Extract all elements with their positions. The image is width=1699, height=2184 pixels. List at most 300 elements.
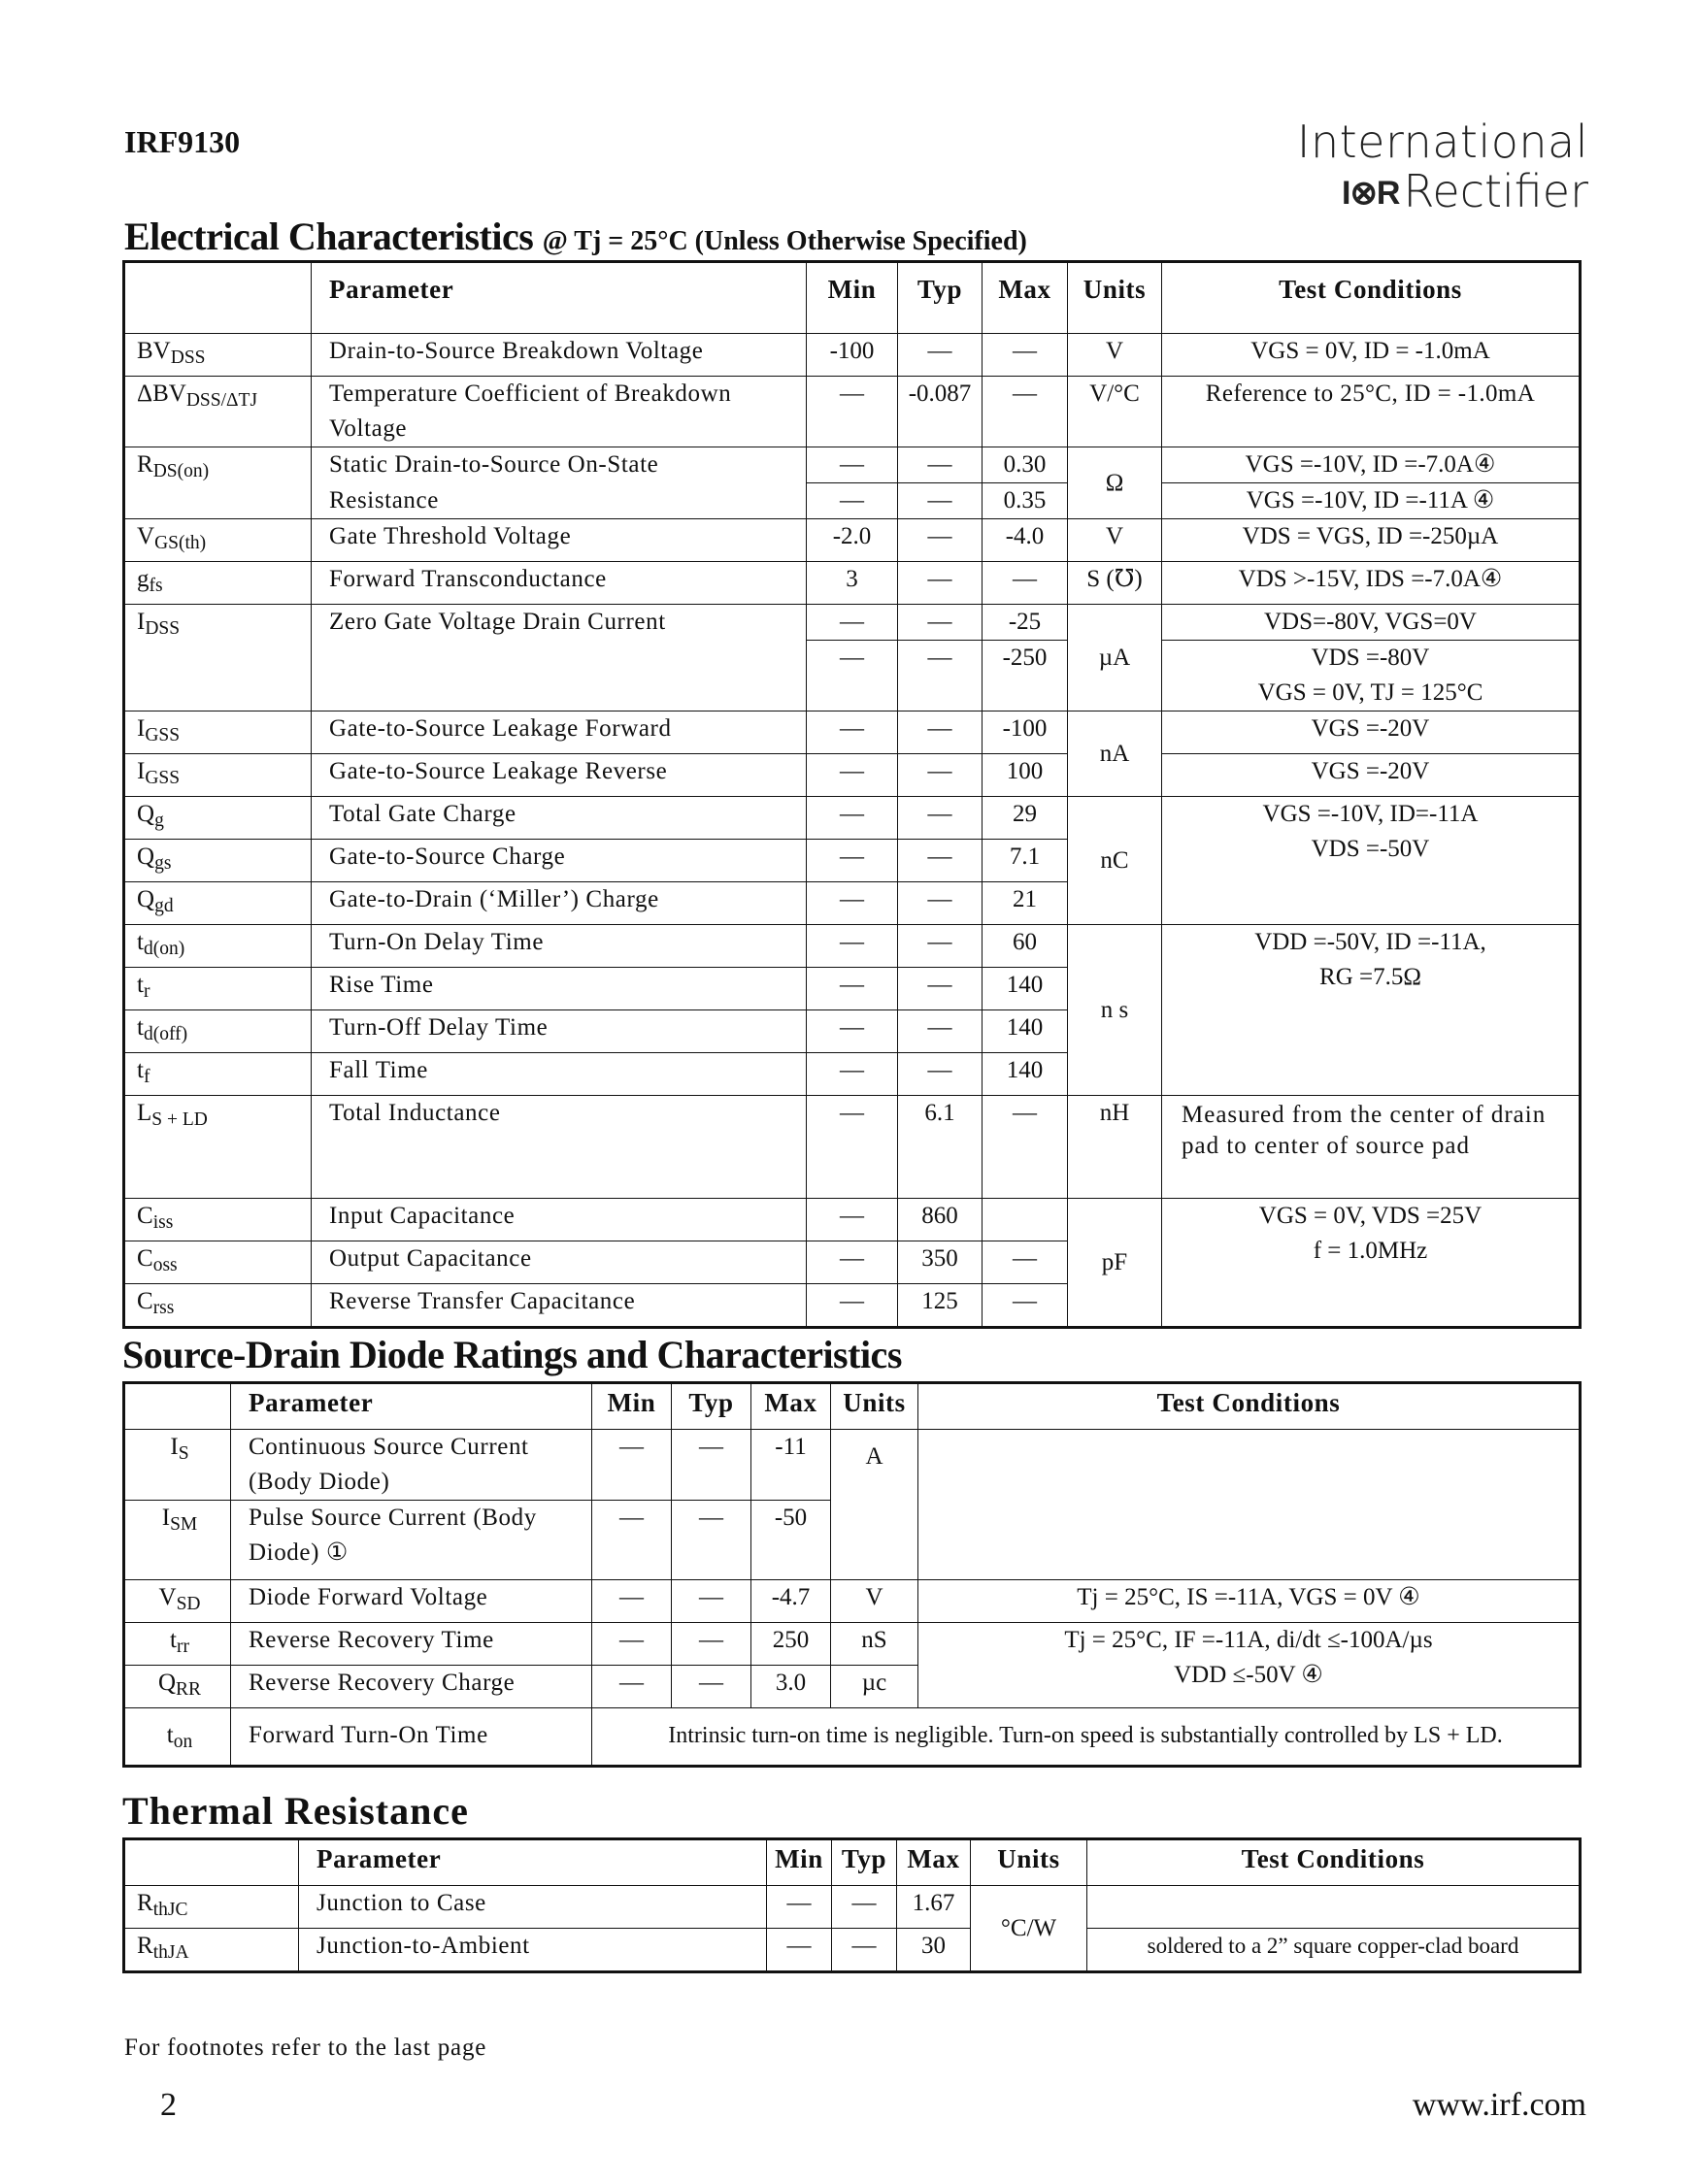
- typ-value-cell: —: [898, 605, 983, 641]
- max-value-cell: -4.7: [751, 1580, 831, 1623]
- table-row: [124, 1430, 1581, 1501]
- symbol-subscript: GSS: [145, 768, 181, 788]
- symbol-cell: [124, 334, 312, 377]
- parameter-cell: Rise Time: [312, 968, 807, 1010]
- diode-title: Source-Drain Diode Ratings and Characteristics: [122, 1333, 902, 1376]
- max-value-cell: 21: [983, 882, 1068, 925]
- typ-value-cell: —: [832, 1929, 897, 1972]
- symbol-subscript: thJA: [152, 1942, 189, 1963]
- table-row: [124, 711, 1581, 754]
- units-cell: S (℧): [1068, 562, 1162, 605]
- typ-value-cell: —: [672, 1580, 751, 1623]
- col-header-parameter: Parameter: [231, 1383, 592, 1430]
- symbol-cell: [124, 562, 312, 605]
- units-cell: V: [1068, 334, 1162, 377]
- table-row: [124, 605, 1581, 641]
- symbol: Q: [137, 801, 155, 827]
- units-cell: nS: [831, 1623, 918, 1666]
- parameter-cell: Turn-Off Delay Time: [312, 1010, 807, 1053]
- test-condition: VGS = 0V, VDS =25V: [1258, 1203, 1482, 1229]
- max-value-cell: -50: [751, 1501, 831, 1580]
- logo-ior-mark: I⊗R: [1342, 175, 1400, 212]
- typ-value-cell: -0.087: [898, 377, 983, 447]
- table-row: [124, 377, 1581, 447]
- min-value-cell: —: [807, 605, 898, 641]
- col-header-units: Units: [1068, 262, 1162, 334]
- symbol: V: [137, 523, 155, 549]
- symbol-subscript: gs: [154, 853, 172, 874]
- typ-value-cell: —: [898, 797, 983, 840]
- symbol: Q: [137, 886, 155, 912]
- symbol: R: [137, 1890, 153, 1916]
- symbol-subscript: f: [143, 1067, 150, 1087]
- test-condition: VGS =-10V, ID=-11A: [1262, 801, 1479, 827]
- max-value-cell: -11: [751, 1430, 831, 1501]
- test-conditions-cell: [1162, 925, 1581, 1096]
- symbol-cell: [124, 1096, 312, 1199]
- typ-value-cell: 125: [898, 1284, 983, 1328]
- symbol-subscript: rss: [152, 1298, 175, 1318]
- col-header-units: Units: [971, 1839, 1087, 1886]
- symbol-subscript: gd: [154, 896, 174, 916]
- symbol-subscript: fs: [149, 576, 163, 596]
- units-cell: V: [1068, 519, 1162, 562]
- test-conditions-cell: [918, 1623, 1581, 1708]
- parameter-cell: Pulse Source Current (Body Diode) ①: [231, 1501, 592, 1580]
- symbol-subscript: SD: [176, 1594, 201, 1614]
- col-header-max: Max: [751, 1383, 831, 1430]
- col-header-min: Min: [807, 262, 898, 334]
- typ-value-cell: 6.1: [898, 1096, 983, 1199]
- typ-value-cell: —: [898, 1053, 983, 1096]
- symbol: t: [137, 929, 144, 955]
- parameter-cell: Forward Turn-On Time: [231, 1708, 592, 1767]
- min-value-cell: —: [807, 1096, 898, 1199]
- symbol-cell: [124, 1929, 299, 1972]
- symbol: C: [137, 1288, 153, 1314]
- parameter-cell: Junction to Case: [299, 1886, 767, 1929]
- table-row: [124, 754, 1581, 797]
- col-header-typ: Typ: [672, 1383, 751, 1430]
- typ-value-cell: —: [898, 754, 983, 797]
- parameter-cell: Continuous Source Current (Body Diode): [231, 1430, 592, 1501]
- max-value-cell: —: [983, 377, 1068, 447]
- units-cell: V: [831, 1580, 918, 1623]
- parameter-cell: Junction-to-Ambient: [299, 1929, 767, 1972]
- units-cell: pF: [1068, 1199, 1162, 1328]
- min-value-cell: —: [807, 797, 898, 840]
- test-conditions-cell: [1162, 711, 1581, 754]
- parameter-cell: Gate Threshold Voltage: [312, 519, 807, 562]
- test-conditions-cell: [918, 1430, 1581, 1580]
- test-condition: Tj = 25°C, IF =-11A, di/dt ≤-100A/µs: [1064, 1627, 1433, 1653]
- symbol: V: [158, 1584, 177, 1610]
- symbol: t: [170, 1627, 177, 1653]
- min-value-cell: —: [807, 1010, 898, 1053]
- symbol-subscript: d(on): [143, 939, 185, 959]
- units-cell: µc: [831, 1666, 918, 1708]
- test-conditions-cell: [1162, 754, 1581, 797]
- symbol-subscript: DSS/ΔTJ: [185, 390, 258, 411]
- col-header-conditions: Test Conditions: [1087, 1839, 1581, 1886]
- col-header-parameter: Parameter: [312, 262, 807, 334]
- typ-value-cell: —: [898, 641, 983, 711]
- typ-value-cell: 350: [898, 1241, 983, 1284]
- test-conditions-cell: [1162, 1199, 1581, 1328]
- symbol-subscript: S: [178, 1443, 189, 1464]
- symbol-cell: [124, 1284, 312, 1328]
- table-row: [124, 1096, 1581, 1199]
- symbol-cell: [124, 754, 312, 797]
- min-value-cell: -100: [807, 334, 898, 377]
- table-row: [124, 1929, 1581, 1972]
- symbol-subscript: RR: [176, 1679, 202, 1700]
- min-value-cell: —: [592, 1623, 672, 1666]
- max-value-cell: 0.35: [983, 483, 1068, 519]
- symbol-cell: [124, 1666, 231, 1708]
- footer-url: www.irf.com: [1412, 2087, 1586, 2123]
- symbol-cell: [124, 377, 312, 447]
- max-value-cell: -100: [983, 711, 1068, 754]
- symbol: Q: [137, 844, 155, 870]
- symbol-subscript: d(off): [143, 1024, 188, 1044]
- symbol-subscript: rr: [176, 1637, 189, 1657]
- max-value-cell: —: [983, 1096, 1068, 1199]
- parameter-cell: Reverse Recovery Charge: [231, 1666, 592, 1708]
- symbol-subscript: GS(th): [154, 533, 207, 553]
- max-value-cell: -25: [983, 605, 1068, 641]
- col-header-conditions: Test Conditions: [918, 1383, 1581, 1430]
- min-value-cell: —: [592, 1430, 672, 1501]
- typ-value-cell: —: [898, 483, 983, 519]
- symbol-subscript: DSS: [145, 618, 181, 639]
- symbol-cell: [124, 882, 312, 925]
- symbol-cell: [124, 1886, 299, 1929]
- test-conditions-cell: [918, 1580, 1581, 1623]
- symbol: t: [137, 972, 144, 998]
- parameter-cell: Temperature Coefficient of Breakdown Voltage: [312, 377, 807, 447]
- col-header-typ: Typ: [898, 262, 983, 334]
- symbol: t: [137, 1057, 144, 1083]
- max-value-cell: —: [983, 562, 1068, 605]
- units-cell: n s: [1068, 925, 1162, 1096]
- test-condition: Reference to 25°C, ID = -1.0mA: [1205, 381, 1536, 407]
- test-conditions-cell: [1087, 1929, 1581, 1972]
- test-conditions-cell: [1162, 483, 1581, 519]
- symbol-cell: [124, 1708, 231, 1767]
- test-condition: VGS =-20V: [1311, 758, 1430, 784]
- typ-value-cell: —: [672, 1430, 751, 1501]
- parameter-cell: Fall Time: [312, 1053, 807, 1096]
- units-cell: nA: [1068, 711, 1162, 797]
- test-condition: VGS =-10V, ID =-7.0A④: [1245, 451, 1496, 478]
- typ-value-cell: —: [898, 334, 983, 377]
- symbol-subscript: SM: [170, 1514, 198, 1535]
- col-header-max: Max: [897, 1839, 971, 1886]
- parameter-cell: Gate-to-Drain (‘Miller’) Charge: [312, 882, 807, 925]
- symbol: I: [137, 758, 146, 784]
- col-header-min: Min: [767, 1839, 832, 1886]
- test-condition: VGS =-10V, ID =-11A ④: [1246, 487, 1495, 513]
- table-row: [124, 797, 1581, 840]
- table-row: [124, 1708, 1581, 1767]
- test-conditions-cell: [1162, 562, 1581, 605]
- typ-value-cell: —: [672, 1501, 751, 1580]
- symbol: I: [161, 1505, 171, 1531]
- min-value-cell: —: [807, 754, 898, 797]
- symbol: t: [137, 1014, 144, 1041]
- test-condition: VDS =-80V: [1311, 645, 1430, 671]
- max-value-cell: —: [983, 1284, 1068, 1328]
- min-value-cell: —: [767, 1929, 832, 1972]
- parameter-cell: Output Capacitance: [312, 1241, 807, 1284]
- units-cell: nC: [1068, 797, 1162, 925]
- symbol-subscript: DS(on): [152, 461, 210, 481]
- min-value-cell: —: [807, 447, 898, 483]
- min-value-cell: —: [807, 483, 898, 519]
- min-value-cell: —: [807, 377, 898, 447]
- symbol-subscript: oss: [152, 1255, 178, 1275]
- min-value-cell: —: [592, 1580, 672, 1623]
- test-condition-line2: RG =7.5Ω: [1319, 964, 1421, 990]
- symbol-cell: [124, 1501, 231, 1580]
- page-number: 2: [160, 2087, 177, 2123]
- source-drain-diode-table: [122, 1381, 1582, 1768]
- typ-value-cell: —: [832, 1886, 897, 1929]
- test-condition: soldered to a 2” square copper-clad board: [1147, 1934, 1519, 1958]
- col-header-conditions: Test Conditions: [1162, 262, 1581, 334]
- symbol-cell: [124, 711, 312, 754]
- thermal-resistance-table: [122, 1837, 1582, 1973]
- max-value-cell: 7.1: [983, 840, 1068, 882]
- units-cell: µA: [1068, 605, 1162, 711]
- max-value-cell: 140: [983, 1010, 1068, 1053]
- parameter-cell: Gate-to-Source Leakage Forward: [312, 711, 807, 754]
- table-row: [124, 925, 1581, 968]
- parameter-cell: Zero Gate Voltage Drain Current: [312, 605, 807, 711]
- parameter-cell: Gate-to-Source Leakage Reverse: [312, 754, 807, 797]
- symbol: I: [137, 715, 146, 742]
- units-cell: nH: [1068, 1096, 1162, 1199]
- min-value-cell: —: [807, 1284, 898, 1328]
- table-row: [124, 334, 1581, 377]
- test-condition-line2: f = 1.0MHz: [1313, 1238, 1428, 1264]
- max-value-cell: 29: [983, 797, 1068, 840]
- min-value-cell: —: [807, 882, 898, 925]
- typ-value-cell: —: [898, 562, 983, 605]
- logo-line-rectifier: Rectifier: [1403, 165, 1588, 217]
- parameter-cell: Forward Transconductance: [312, 562, 807, 605]
- parameter-cell: Gate-to-Source Charge: [312, 840, 807, 882]
- max-value-cell: 140: [983, 968, 1068, 1010]
- typ-value-cell: —: [898, 519, 983, 562]
- electrical-title: Electrical Characteristics @ Tj = 25°C (Unless Otherwise Specified): [124, 215, 1027, 258]
- max-value-cell: 30: [897, 1929, 971, 1972]
- min-value-cell: —: [767, 1886, 832, 1929]
- max-value-cell: -4.0: [983, 519, 1068, 562]
- symbol: g: [137, 566, 150, 592]
- symbol-cell: [124, 840, 312, 882]
- test-conditions-cell: [1162, 1096, 1581, 1199]
- parameter-cell: Reverse Recovery Time: [231, 1623, 592, 1666]
- footnote-reference: For footnotes refer to the last page: [124, 2035, 487, 2061]
- symbol-cell: [124, 1199, 312, 1241]
- symbol-cell: [124, 968, 312, 1010]
- test-condition: VDS = VGS, ID =-250µA: [1242, 523, 1499, 549]
- units-cell: °C/W: [971, 1886, 1087, 1972]
- min-value-cell: —: [592, 1501, 672, 1580]
- min-value-cell: -2.0: [807, 519, 898, 562]
- symbol-subscript: S + LD: [151, 1109, 208, 1130]
- typ-value-cell: —: [898, 840, 983, 882]
- min-value-cell: —: [807, 711, 898, 754]
- typ-value-cell: 860: [898, 1199, 983, 1241]
- test-condition: Tj = 25°C, IS =-11A, VGS = 0V ④: [1077, 1584, 1420, 1610]
- symbol-subscript: on: [173, 1732, 193, 1752]
- table-row: [124, 447, 1581, 483]
- symbol: C: [137, 1245, 153, 1272]
- part-number: IRF9130: [124, 124, 241, 159]
- table-row: [124, 1886, 1581, 1929]
- test-conditions-cell: [1087, 1886, 1581, 1929]
- symbol-subscript: iss: [152, 1212, 174, 1233]
- symbol: I: [170, 1434, 179, 1460]
- max-value-cell: —: [983, 1241, 1068, 1284]
- min-value-cell: —: [807, 840, 898, 882]
- test-conditions-cell: [1162, 334, 1581, 377]
- table-row: [124, 1580, 1581, 1623]
- test-condition: VDD =-50V, ID =-11A,: [1254, 929, 1486, 955]
- forward-turn-on-note: Intrinsic turn-on time is negligible. Turn-on speed is substantially controlled by LS + LD.: [592, 1708, 1581, 1767]
- thermal-title: Thermal Resistance: [122, 1789, 469, 1833]
- symbol-cell: [124, 1241, 312, 1284]
- typ-value-cell: —: [898, 925, 983, 968]
- symbol-cell: [124, 1053, 312, 1096]
- col-header-min: Min: [592, 1383, 672, 1430]
- col-header-units: Units: [831, 1383, 918, 1430]
- symbol-subscript: g: [154, 811, 164, 831]
- parameter-cell: Static Drain-to-Source On-State: [312, 447, 807, 483]
- parameter-cell: Drain-to-Source Breakdown Voltage: [312, 334, 807, 377]
- parameter-cell: Reverse Transfer Capacitance: [312, 1284, 807, 1328]
- min-value-cell: 3: [807, 562, 898, 605]
- symbol-subscript: r: [143, 981, 150, 1002]
- table-row: [124, 483, 1581, 519]
- typ-value-cell: —: [898, 447, 983, 483]
- symbol: I: [137, 609, 146, 635]
- electrical-subtitle: @ Tj = 25°C (Unless Otherwise Specified): [542, 226, 1027, 256]
- table-row: [124, 1623, 1581, 1666]
- test-conditions-cell: [1162, 605, 1581, 641]
- symbol: L: [137, 1100, 152, 1126]
- symbol: BV: [137, 338, 171, 364]
- col-header-parameter: Parameter: [299, 1839, 767, 1886]
- max-value-cell: —: [983, 334, 1068, 377]
- test-condition: Measured from the center of drain pad to center of source pad: [1182, 1102, 1547, 1159]
- col-header-max: Max: [983, 262, 1068, 334]
- max-value-cell: 1.67: [897, 1886, 971, 1929]
- col-header-typ: Typ: [832, 1839, 897, 1886]
- typ-value-cell: —: [672, 1623, 751, 1666]
- symbol: ΔBV: [137, 381, 186, 407]
- symbol: Q: [157, 1670, 177, 1696]
- test-condition: VGS =-20V: [1311, 715, 1430, 742]
- typ-value-cell: —: [898, 968, 983, 1010]
- max-value-cell: 100: [983, 754, 1068, 797]
- test-conditions-cell: [1162, 797, 1581, 925]
- logo-line-international: International: [1296, 116, 1588, 168]
- test-condition-line2: VGS = 0V, TJ = 125°C: [1257, 679, 1483, 706]
- table-row: [124, 519, 1581, 562]
- typ-value-cell: —: [672, 1666, 751, 1708]
- typ-value-cell: —: [898, 1010, 983, 1053]
- parameter-cell: Turn-On Delay Time: [312, 925, 807, 968]
- test-conditions-cell: [1162, 641, 1581, 711]
- symbol-cell: [124, 1623, 231, 1666]
- max-value-cell: 140: [983, 1053, 1068, 1096]
- symbol-cell: [124, 1430, 231, 1501]
- typ-value-cell: —: [898, 711, 983, 754]
- symbol-cell: [124, 447, 312, 519]
- parameter-cell: Total Gate Charge: [312, 797, 807, 840]
- symbol: C: [137, 1203, 153, 1229]
- table-row: [124, 562, 1581, 605]
- max-value-cell: 250: [751, 1623, 831, 1666]
- max-value-cell: [983, 1199, 1068, 1241]
- symbol-cell: [124, 1010, 312, 1053]
- units-cell: V/°C: [1068, 377, 1162, 447]
- symbol-cell: [124, 519, 312, 562]
- min-value-cell: —: [807, 1241, 898, 1284]
- symbol-subscript: GSS: [145, 725, 181, 745]
- table-row: [124, 1199, 1581, 1241]
- parameter-cell: Input Capacitance: [312, 1199, 807, 1241]
- test-conditions-cell: [1162, 519, 1581, 562]
- parameter-cell: Total Inductance: [312, 1096, 807, 1199]
- min-value-cell: —: [807, 1053, 898, 1096]
- symbol-cell: [124, 1580, 231, 1623]
- symbol-cell: [124, 925, 312, 968]
- test-conditions-cell: [1162, 447, 1581, 483]
- test-condition: VDS=-80V, VGS=0V: [1264, 609, 1477, 635]
- min-value-cell: —: [592, 1666, 672, 1708]
- symbol-subscript: thJC: [152, 1900, 188, 1920]
- symbol: R: [137, 451, 153, 478]
- max-value-cell: 3.0: [751, 1666, 831, 1708]
- symbol: R: [137, 1933, 153, 1959]
- test-condition-line2: VDS =-50V: [1311, 836, 1430, 862]
- symbol-subscript: DSS: [170, 347, 206, 368]
- company-logo: [1297, 116, 1588, 217]
- symbol: t: [166, 1722, 174, 1748]
- min-value-cell: —: [807, 1199, 898, 1241]
- max-value-cell: 60: [983, 925, 1068, 968]
- parameter-cell: Diode Forward Voltage: [231, 1580, 592, 1623]
- test-condition: VDS >-15V, IDS =-7.0A④: [1238, 566, 1503, 592]
- min-value-cell: —: [807, 641, 898, 711]
- test-condition: VGS = 0V, ID = -1.0mA: [1250, 338, 1490, 364]
- min-value-cell: —: [807, 968, 898, 1010]
- test-condition-line2: VDD ≤-50V ④: [1174, 1662, 1323, 1688]
- test-conditions-cell: [1162, 377, 1581, 447]
- symbol-cell: [124, 605, 312, 711]
- symbol-cell: [124, 797, 312, 840]
- units-cell: A: [831, 1430, 918, 1580]
- units-cell: Ω: [1068, 447, 1162, 519]
- max-value-cell: -250: [983, 641, 1068, 711]
- electrical-characteristics-table: [122, 260, 1582, 1329]
- typ-value-cell: —: [898, 882, 983, 925]
